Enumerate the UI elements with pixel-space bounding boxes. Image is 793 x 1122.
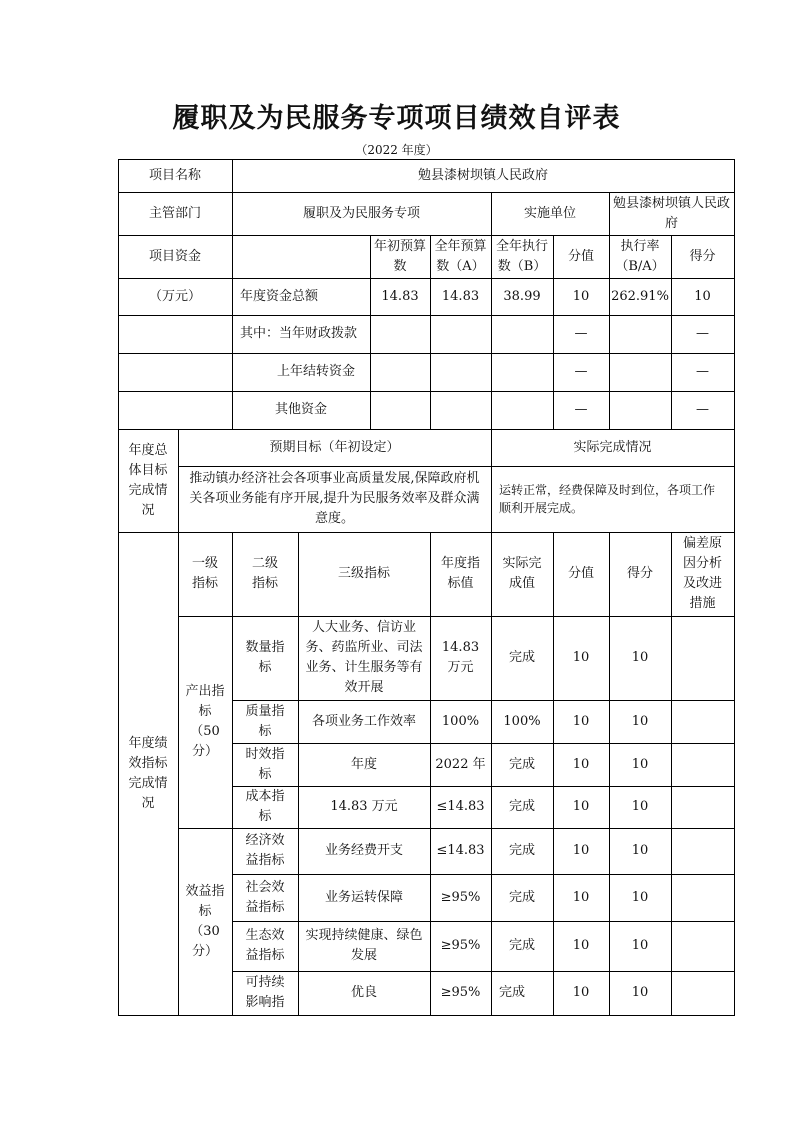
group-output: 产出指标（50分） [185, 684, 225, 759]
total-label: 年度资金总额 [240, 288, 319, 304]
total-initial: 14.83 [381, 288, 419, 304]
actual-header: 实际完成情况 [573, 439, 652, 455]
fiscal-rate-dash: — [574, 326, 588, 341]
total-score: 10 [694, 288, 711, 304]
indicator-value-header: 分值 [567, 566, 594, 581]
row-actual: 完成 [508, 756, 535, 772]
total-exec: 38.99 [503, 288, 541, 304]
level3-header: 三级指标 [337, 566, 390, 581]
funds-label: 项目资金 [148, 248, 201, 264]
row-level3: 业务经费开支 [324, 843, 403, 858]
table-row: 生态效益指标 [245, 928, 285, 963]
level1-header: 一级指标 [191, 556, 218, 591]
exec-rate-header: 执行率（B/A） [615, 238, 665, 274]
row-level3: 各项业务工作效率 [311, 713, 416, 729]
row-score: 10 [631, 843, 649, 858]
row-value: 10 [572, 938, 590, 953]
row-value: 10 [572, 756, 590, 772]
row-score: 10 [631, 650, 649, 665]
row-level3: 业务运转保障 [324, 889, 403, 905]
row-target: 100% [441, 713, 480, 729]
row-value: 10 [572, 799, 590, 814]
table-row: 数量指标 [245, 640, 285, 675]
row-value: 10 [572, 985, 590, 1000]
group-benefit: 效益指标（30分） [185, 883, 225, 959]
row-score: 10 [631, 713, 649, 729]
project-name-value: 勉县漆树坝镇人民政府 [417, 167, 548, 183]
row-value: 10 [572, 713, 590, 729]
row-target: 2022 年 [435, 756, 486, 772]
unit-label: （万元） [148, 288, 201, 304]
row-actual: 完成 [508, 938, 535, 953]
other-score-dash: — [696, 402, 709, 417]
dept-label: 主管部门 [148, 205, 201, 221]
carryover-rate-dash: — [574, 364, 588, 379]
actual-value-header: 实际完成值 [502, 556, 542, 591]
table-row: 质量指标 [245, 703, 285, 739]
table-row: 成本指标 [245, 789, 285, 824]
total-annual: 14.83 [441, 288, 480, 304]
row-value: 10 [572, 889, 590, 905]
indicator-score-header: 得分 [626, 566, 653, 581]
fiscal-label: 其中：当年财政拨款 [240, 326, 358, 341]
row-score: 10 [631, 889, 649, 905]
fiscal-score-dash: — [696, 326, 709, 341]
annual-target-header: 年度指标值 [440, 556, 480, 591]
year-label: （2022 年度） [355, 143, 438, 157]
row-value: 10 [572, 843, 590, 858]
row-actual: 完成 [508, 889, 535, 905]
actual-goal-text: 运转正常，经费保障及时到位，各项工作顺利开展完成。 [499, 483, 716, 515]
row-actual: 100% [503, 713, 541, 729]
indicator-section-label: 年度绩效指标完成情况 [128, 735, 168, 811]
row-target: ≥95% [440, 889, 481, 905]
carryover-score-dash: — [696, 364, 709, 379]
row-score: 10 [631, 938, 649, 953]
other-rate-dash: — [574, 402, 588, 417]
other-label: 其他资金 [274, 402, 327, 417]
deviation-header: 偏差原因分析及改进措施 [682, 536, 722, 611]
score-header: 得分 [689, 248, 716, 264]
row-actual: 完成 [508, 650, 535, 665]
row-score: 10 [631, 985, 649, 1000]
annual-exec-header: 全年执行数（B） [495, 238, 548, 274]
row-target: ≤14.83 [436, 799, 485, 814]
impl-unit-value: 勉县漆树坝镇人民政府 [613, 195, 731, 231]
row-target: ≥95% [440, 938, 481, 953]
table-row: 社会效益指标 [245, 879, 285, 915]
expected-goal-text: 推动镇办经济社会各项事业高质量发展,保障政府机关各项业务能有序开展,提升为民服务效率及群众满意度。 [189, 471, 480, 526]
overall-goal-label: 年度总体目标完成情况 [128, 442, 168, 518]
row-actual: 完成 [499, 985, 526, 1000]
row-level3: 优良 [350, 985, 377, 1000]
row-actual: 完成 [508, 843, 535, 858]
level2-header: 二级指标 [251, 556, 278, 591]
initial-budget-header: 年初预算数 [374, 238, 427, 274]
expected-header: 预期目标（年初设定） [269, 439, 400, 455]
dept-value: 履职及为民服务专项 [302, 205, 420, 221]
row-value: 10 [572, 650, 590, 665]
page-title: 履职及为民服务专项项目绩效自评表 [172, 103, 621, 134]
row-target: ≥95% [440, 985, 481, 1000]
row-level3: 年度 [350, 756, 377, 772]
table-row: 时效指标 [245, 746, 285, 782]
annual-budget-header: 全年预算数（A） [434, 238, 487, 274]
row-target: ≤14.83 [436, 843, 485, 858]
row-level3: 14.83 万元 [330, 799, 398, 814]
row-score: 10 [631, 756, 649, 772]
row-score: 10 [631, 799, 649, 814]
carryover-label: 上年结转资金 [276, 364, 355, 379]
table-row: 经济效益指标 [245, 833, 285, 868]
table-row: 可持续影响指 [245, 975, 285, 1010]
row-level3: 人大业务、信访业务、药监所业、司法业务、计生服务等有效开展 [305, 620, 423, 695]
row-level3: 实现持续健康、绿色发展 [305, 928, 423, 963]
total-value: 10 [572, 288, 590, 304]
impl-unit-label: 实施单位 [523, 205, 576, 221]
row-actual: 完成 [508, 799, 535, 814]
row-target: 14.83万元 [441, 640, 480, 675]
score-value-header: 分值 [567, 248, 594, 264]
total-rate: 262.91% [611, 288, 669, 304]
project-name-label: 项目名称 [148, 167, 201, 183]
